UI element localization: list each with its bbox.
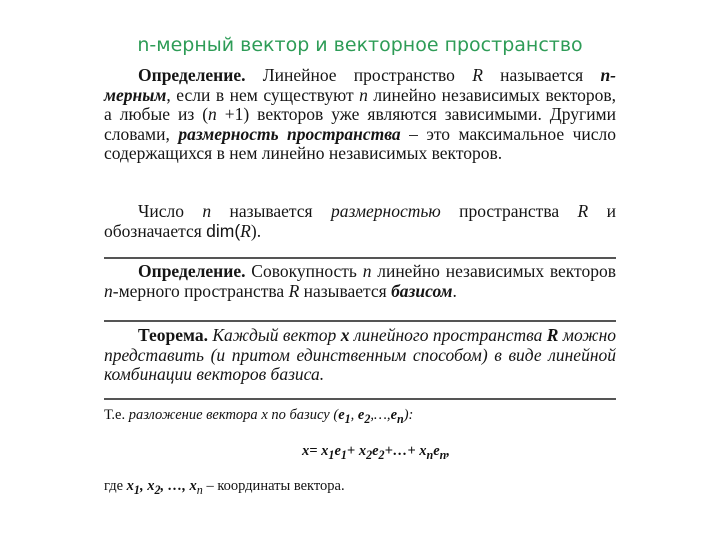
subscript: 1 <box>344 411 351 426</box>
term-dimensionality: размерностью <box>330 201 441 221</box>
space-symbol: R <box>472 65 483 85</box>
text-span: где <box>104 478 127 494</box>
coordinate-x2: x <box>147 478 155 494</box>
basis-vector-e1: e <box>338 407 345 423</box>
subscript: n <box>196 482 203 497</box>
text-span: , если в нем существуют <box>166 84 360 105</box>
subscript: 2 <box>366 447 373 462</box>
expansion-formula <box>302 443 450 463</box>
theorem-block <box>104 326 616 385</box>
coordinates-line <box>104 478 345 498</box>
n-symbol: n <box>359 84 368 105</box>
coordinate-x1: x <box>126 478 134 494</box>
text-span: называется <box>482 65 601 85</box>
n-symbol: n <box>202 201 212 221</box>
space-symbol: R <box>288 280 300 301</box>
text-span: ). <box>250 220 262 241</box>
text-span: + <box>346 443 359 459</box>
basis-vector-en: e <box>390 407 397 423</box>
subscript: 1 <box>328 447 335 462</box>
text-span: называется <box>211 201 331 221</box>
text-span: -мерного пространства <box>112 280 289 301</box>
text-span: +1) векторов уже являются зависимыми. Другими словами, <box>104 104 616 144</box>
text-span: и обозначается <box>104 201 616 241</box>
divider-line <box>104 398 616 400</box>
definition-dimension-block <box>104 66 616 164</box>
basis-vector-e1: e <box>334 443 341 459</box>
divider-line <box>104 257 616 259</box>
subscript: 1 <box>340 447 347 462</box>
definition-basis-text <box>104 262 616 301</box>
basis-vector-en: e <box>433 443 440 459</box>
space-symbol: R <box>546 325 559 345</box>
text-span: можно представить (и притом единственным способом) в виде линейной комбинации векторов базиса. <box>104 325 616 384</box>
text-span: разложение вектора <box>128 407 262 423</box>
text-span: . <box>452 280 457 301</box>
definition-label: Определение. <box>138 261 246 281</box>
vector-x-symbol: x <box>340 325 350 345</box>
text-span: – это максимальное число содержащихся в нем линейно независимых векторов. <box>104 123 616 163</box>
expansion-intro <box>104 407 413 427</box>
text-span: = <box>309 443 322 459</box>
text-span: Т.е. <box>104 407 129 423</box>
basis-vector-e2: e <box>357 407 365 423</box>
text-span: , …, <box>160 478 190 494</box>
subscript: 2 <box>378 447 385 462</box>
n-symbol: n <box>208 104 217 124</box>
term-n-dimensional: n-мерным <box>104 65 616 105</box>
text-span: ,…, <box>370 407 391 423</box>
space-symbol: R <box>240 220 251 241</box>
slide-title: n-мерный вектор и векторное пространство <box>137 34 583 56</box>
subscript: 2 <box>154 482 161 497</box>
text-span: линейно независимых векторов <box>371 261 616 281</box>
subscript: 1 <box>133 482 140 497</box>
definition-basis-block <box>104 262 616 301</box>
coordinate-xn: x <box>419 443 427 459</box>
text-span: ): <box>403 407 414 423</box>
subscript: n <box>439 447 447 462</box>
coordinate-x1: x <box>321 443 329 459</box>
n-symbol: n <box>104 280 113 301</box>
text-span: линейного пространства <box>349 325 547 345</box>
divider-line <box>104 320 616 322</box>
dimension-notation-block <box>104 202 616 241</box>
subscript: n <box>426 447 434 462</box>
dim-operator: dim( <box>206 220 241 241</box>
text-span: Число <box>138 201 203 221</box>
n-symbol: n <box>362 261 372 281</box>
term-basis: базисом <box>391 280 453 301</box>
definition-dimension-text <box>104 66 616 164</box>
dimension-notation-text <box>104 202 616 241</box>
theorem-label: Теорема. <box>138 325 208 345</box>
subscript: 2 <box>364 411 371 426</box>
subscript: n <box>397 411 404 426</box>
text-span: пространства <box>440 201 578 221</box>
text-span: – координаты вектора. <box>202 478 345 494</box>
definition-label: Определение. <box>138 65 246 85</box>
text-span: по базису ( <box>267 407 339 423</box>
text-span: , <box>350 407 358 423</box>
space-symbol: R <box>577 201 589 221</box>
vector-x-symbol: x <box>261 407 268 423</box>
text-span: называется <box>299 280 392 301</box>
text-span: +…+ <box>384 443 420 459</box>
text-span: Линейное пространство <box>245 65 473 85</box>
text-span: линейно независимых векторов, а любые из ( <box>104 84 616 124</box>
text-span: , <box>446 443 450 459</box>
basis-vector-e2: e <box>372 443 379 459</box>
theorem-text <box>104 326 616 385</box>
text-span: Совокупность <box>245 261 363 281</box>
term-dimension: размерность пространства <box>178 123 401 144</box>
text-span: , <box>139 478 148 494</box>
coordinate-x2: x <box>358 443 367 459</box>
vector-x-symbol: x <box>302 443 310 459</box>
text-span: Каждый вектор <box>207 325 341 345</box>
coordinate-xn: x <box>189 478 197 494</box>
